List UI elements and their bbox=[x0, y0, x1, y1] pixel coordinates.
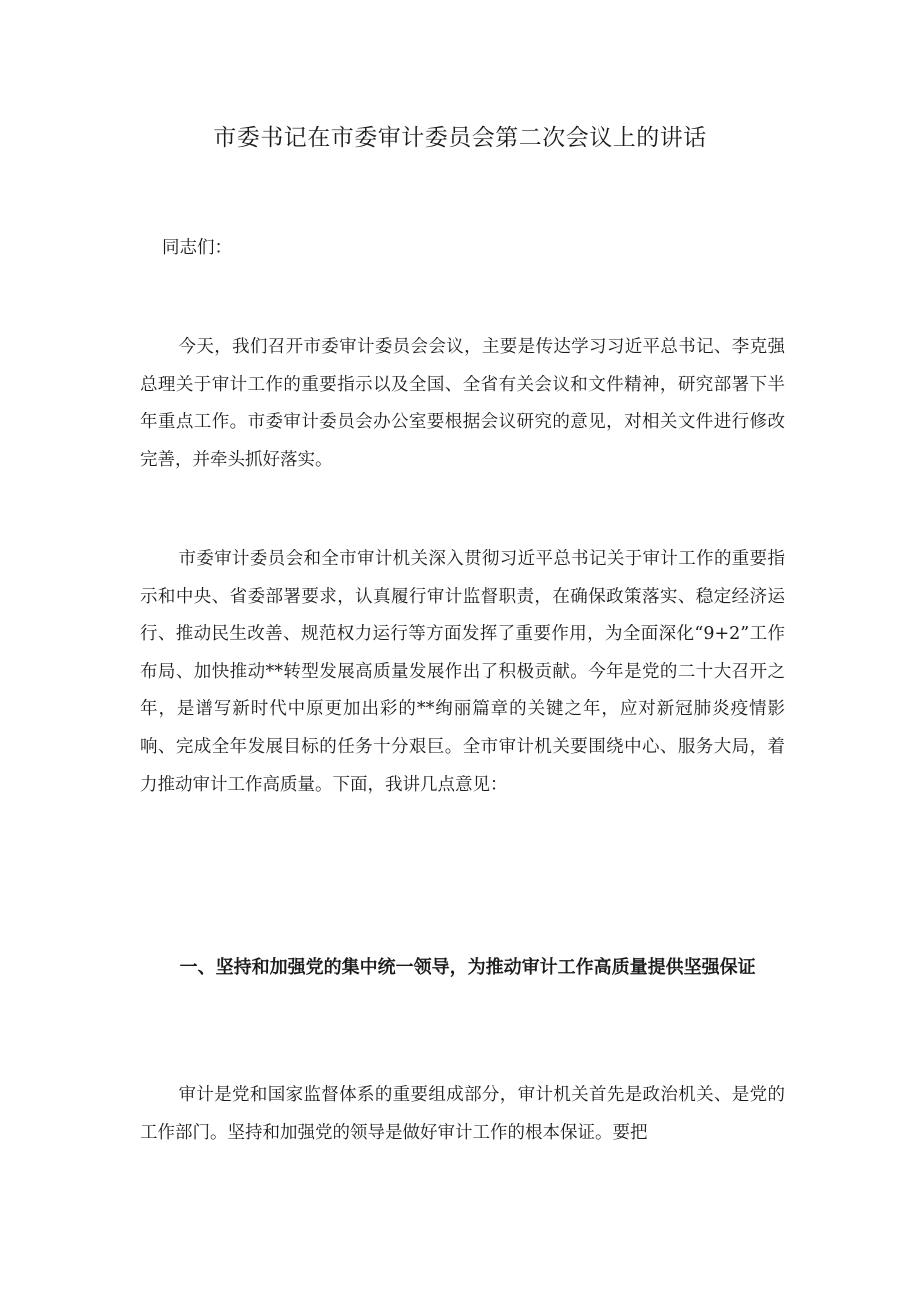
paragraph-3: 审计是党和国家监督体系的重要组成部分，审计机关首先是政治机关、是党的工作部门。坚持和加强党的领导是做好审计工作的根本保证。要把 bbox=[140, 1085, 785, 1143]
paragraph-2: 市委审计委员会和全市审计机关深入贯彻习近平总书记关于审计工作的重要指示和中央、省委部署要求，认真履行审计监督职责，在确保政策落实、稳定经济运行、推动民生改善、规范权力运行等方面发挥了重要作用，为全面深化“9+2”工作布局、加快推动**转型发展高质量发展作出了积极贡献。今年是党的二十大召开之年，是谱写新时代中原更加出彩的**绚丽篇章的关键之年，应对新冠肺炎疫情影响、完成全年发展目标的任务十分艰巨。全市审计机关要围绕中心、服务大局，着力推动审计工作高质量。下面，我讲几点意见： bbox=[140, 549, 785, 795]
greeting: 同志们： bbox=[162, 238, 232, 258]
section-heading-1: 一、坚持和加强党的集中统一领导，为推动审计工作高质量提供坚强保证 bbox=[179, 957, 756, 978]
paragraph-1: 今天，我们召开市委审计委员会会议，主要是传达学习习近平总书记、李克强总理关于审计工作的重要指示以及全国、全省有关会议和文件精神，研究部署下半年重点工作。市委审计委员会办公室要根据会议研究的意见，对相关文件进行修改完善，并牵头抓好落实。 bbox=[140, 337, 785, 470]
document-title: 市委书记在市委审计委员会第二次会议上的讲话 bbox=[213, 125, 707, 151]
